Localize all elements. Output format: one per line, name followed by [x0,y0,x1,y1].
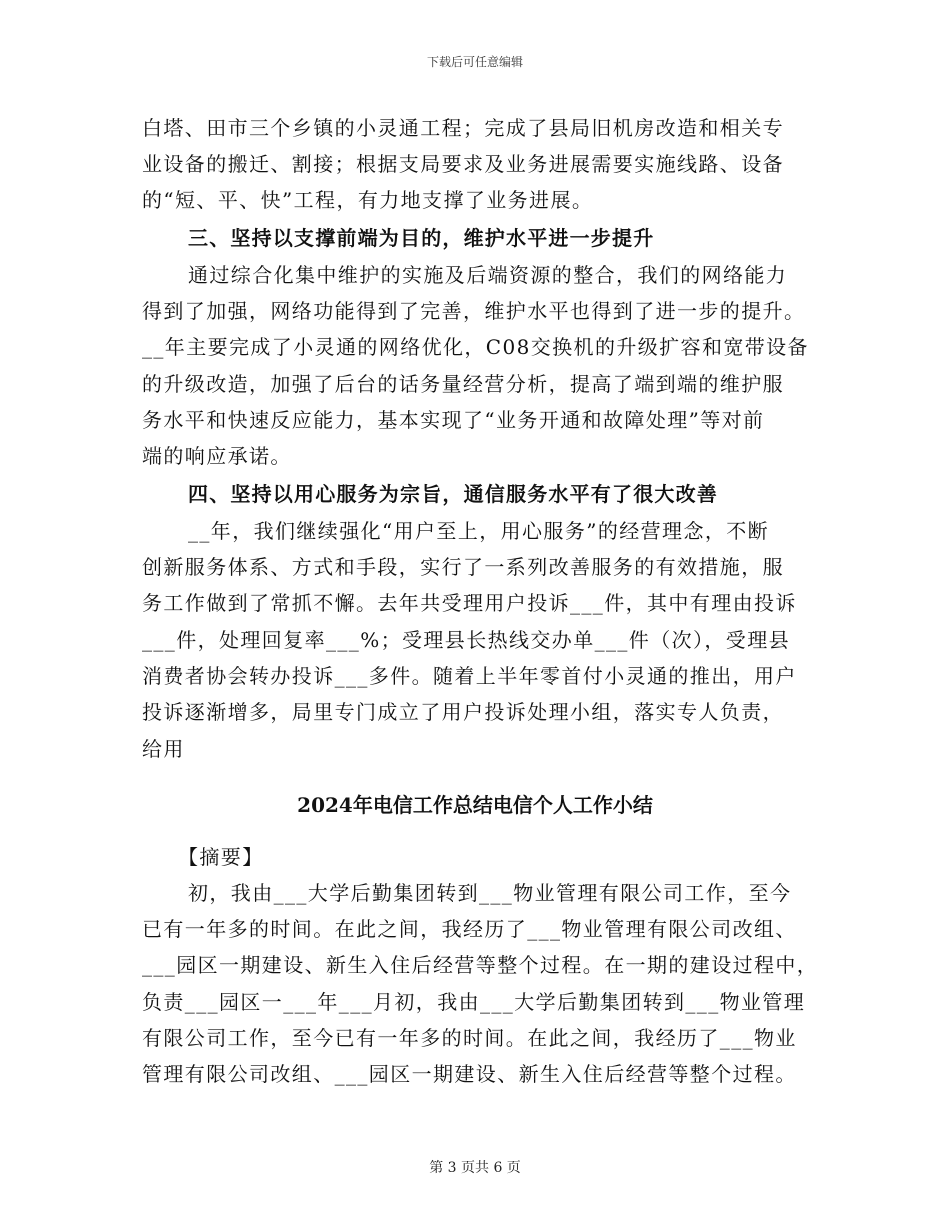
body-line: 负责___园区一___年___月初，我由___大学后勤集团转到___物业管理 [142,990,806,1014]
section-heading-4: 四、坚持以用心服务为宗旨，通信服务水平有了很大改善 [188,482,718,506]
section-heading-3: 三、坚持以支撑前端为目的，维护水平进一步提升 [188,226,655,250]
body-line: ___件，处理回复率___%；受理县长热线交办单___件（次），受理县 [142,628,791,652]
body-line: 已有一年多的时间。在此之间，我经历了___物业管理有限公司改组、 [142,917,797,941]
body-line: 通过综合化集中维护的实施及后端资源的整合，我们的网络能力 [188,263,788,287]
body-line: 业设备的搬迁、割接；根据支局要求及业务进展需要实施线路、设备 [142,152,784,176]
body-line: __年主要完成了小灵通的网络优化，C08交换机的升级扩容和宽带设备 [142,335,809,359]
body-line: 管理有限公司改组、___园区一期建设、新生入住后经营等整个过程。 [142,1062,797,1086]
body-line: 的“短、平、快”工程，有力地支撑了业务进展。 [142,188,594,212]
body-line: 投诉逐渐增多，局里专门成立了用户投诉处理小组，落实专人负责， [142,700,784,724]
abstract-label: 【摘要】 [178,845,264,869]
body-line: 初，我由___大学后勤集团转到___物业管理有限公司工作，至今 [188,881,792,905]
body-line: 端的响应承诺。 [142,444,292,468]
body-line: 务工作做到了常抓不懈。去年共受理用户投诉___件，其中有理由投诉 [142,591,797,615]
body-line: 创新服务体系、方式和手段，实行了一系列改善服务的有效措施，服 [142,555,784,579]
body-line: ___园区一期建设、新生入住后经营等整个过程。在一期的建设过程中， [142,953,819,977]
body-line: __年，我们继续强化“用户至上，用心服务”的经营理念，不断 [188,519,770,543]
body-line: 务水平和快速反应能力，基本实现了“业务开通和故障处理”等对前 [142,408,765,432]
body-line: 消费者协会转办投诉___多件。随着上半年零首付小灵通的推出，用户 [142,664,797,688]
body-line: 的升级改造，加强了后台的话务量经营分析，提高了端到端的维护服 [142,372,784,396]
body-line: 有限公司工作，至今已有一年多的时间。在此之间，我经历了___物业 [142,1026,797,1050]
body-line: 得到了加强，网络功能得到了完善，维护水平也得到了进一步的提升。 [142,299,806,323]
document-title: 2024年电信工作总结电信个人工作小结 [297,793,653,817]
body-line: 白塔、田市三个乡镇的小灵通工程；完成了县局旧机房改造和相关专 [142,116,784,140]
page-footer: 第 3 页共 6 页 [429,1160,521,1176]
body-line: 给用 [142,737,185,761]
header-note: 下载后可任意编辑 [426,55,523,69]
